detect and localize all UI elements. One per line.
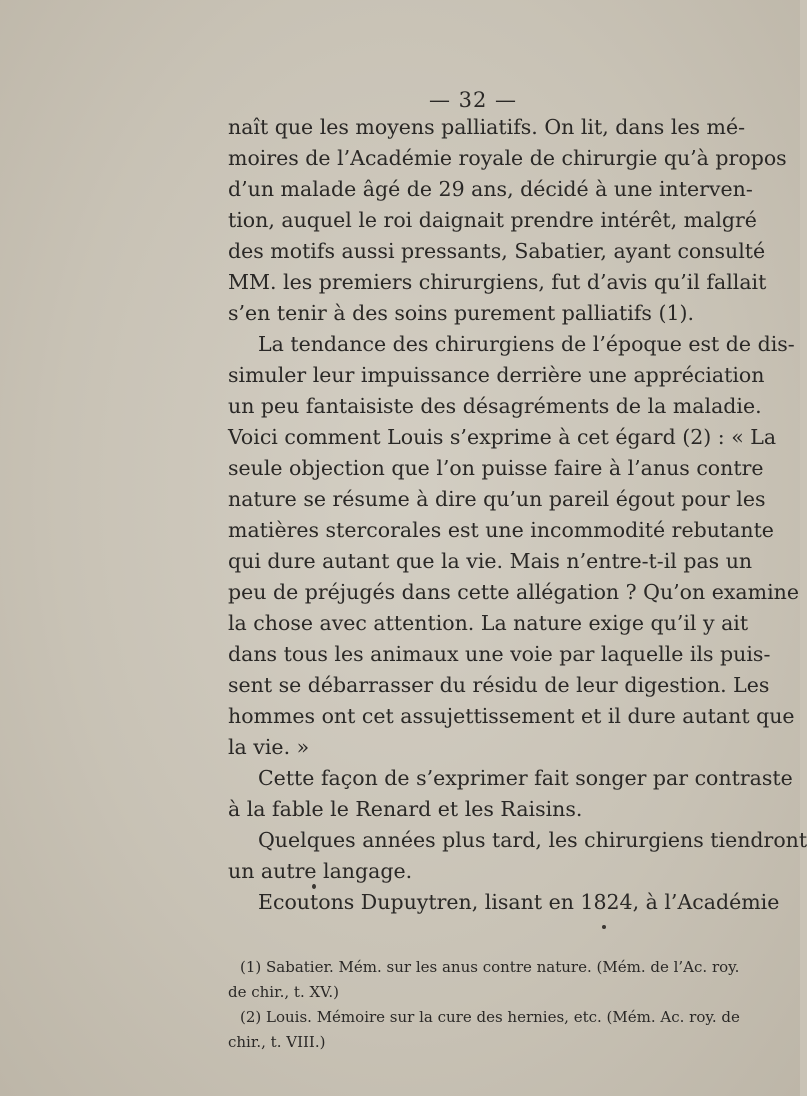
paragraph-start-line: La tendance des chirurgiens de l’époque est de dis-: [258, 332, 795, 356]
body-line: sent se débarrasser du résidu de leur digestion. Les: [228, 673, 770, 697]
body-line: la chose avec attention. La nature exige qu’il y ait: [228, 611, 749, 635]
body-line: s’en tenir à des soins purement palliatifs (1).: [228, 301, 695, 325]
body-line: moires de l’Académie royale de chirurgie qu’à propos: [228, 146, 787, 170]
body-line: dans tous les animaux une voie par laquelle ils puis-: [228, 642, 771, 666]
paragraph-start-line: Quelques années plus tard, les chirurgiens tiendront: [258, 828, 807, 852]
body-line: peu de préjugés dans cette allégation ? Qu’on examine: [228, 580, 799, 604]
body-line: des motifs aussi pressants, Sabatier, ayant consulté: [228, 239, 766, 263]
footnote-line: de chir., t. XV.): [228, 983, 340, 1001]
body-line: seule objection que l’on puisse faire à l’anus contre: [228, 456, 764, 480]
body-line: la vie. »: [228, 735, 310, 759]
ink-speck: [602, 925, 606, 929]
paragraph-start-line: Ecoutons Dupuytren, lisant en 1824, à l’Académie: [258, 890, 780, 914]
body-line: MM. les premiers chirurgiens, fut d’avis qu’il fallait: [228, 270, 767, 294]
ink-speck: [312, 884, 316, 889]
body-line: Voici comment Louis s’exprime à cet égard (2) : « La: [228, 425, 777, 449]
paragraph-start-line: Cette façon de s’exprimer fait songer par contraste: [258, 766, 793, 790]
body-line: naît que les moyens palliatifs. On lit, dans les mé-: [228, 115, 746, 139]
body-line: simuler leur impuissance derrière une appréciation: [228, 363, 765, 387]
body-line: d’un malade âgé de 29 ans, décidé à une interven-: [228, 177, 753, 201]
body-line: hommes ont cet assujettissement et il dure autant que: [228, 704, 795, 728]
body-line: nature se résume à dire qu’un pareil égout pour les: [228, 487, 766, 511]
fable-title-line: à la fable le Renard et les Raisins.: [228, 797, 583, 821]
footnote-line: (2) Louis. Mémoire sur la cure des hernies, etc. (Mém. Ac. roy. de: [240, 1008, 740, 1026]
page-number: — 32 —: [428, 88, 518, 112]
body-line-fable: [228, 794, 718, 824]
body-line: un autre langage.: [228, 859, 413, 883]
body-line: matières stercorales est une incommodité rebutante: [228, 518, 774, 542]
body-line: tion, auquel le roi daignait prendre intérêt, malgré: [228, 208, 757, 232]
footnote-line: chir., t. VIII.): [228, 1033, 326, 1051]
body-line: qui dure autant que la vie. Mais n’entre-t-il pas un: [228, 549, 753, 573]
body-line: un peu fantaisiste des désagréments de la maladie.: [228, 394, 762, 418]
footnote-line: (1) Sabatier. Mém. sur les anus contre nature. (Mém. de l’Ac. roy.: [240, 958, 740, 976]
